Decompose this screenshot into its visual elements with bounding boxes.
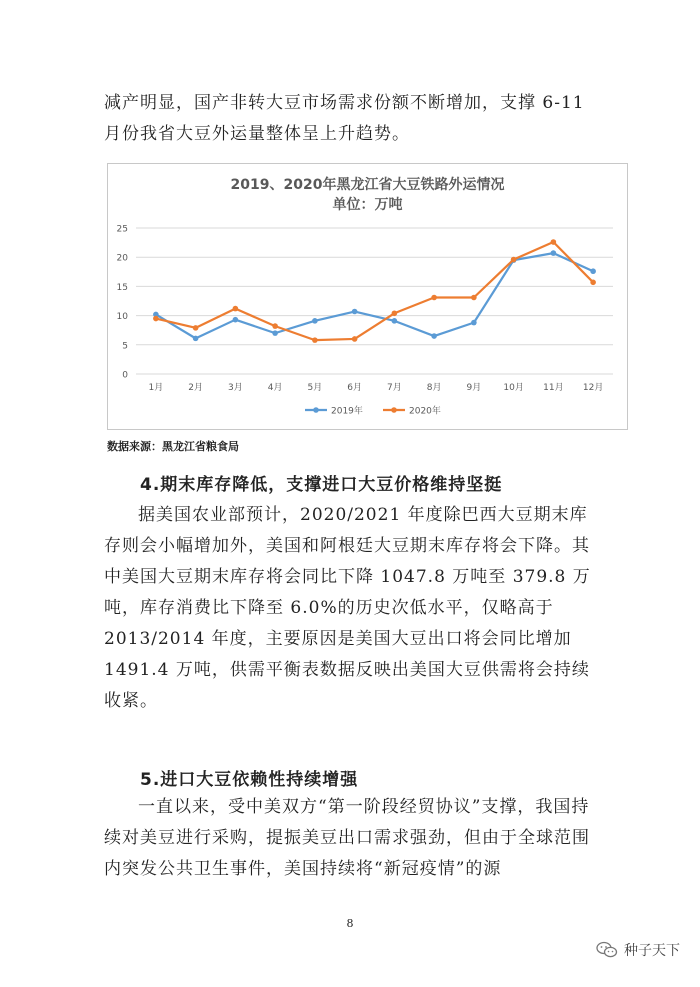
x-tick-label: 4月 [267, 383, 283, 393]
x-tick-label: 8月 [426, 383, 442, 393]
chart-subtitle: 单位：万吨 [332, 197, 403, 213]
data-point [431, 333, 437, 339]
paragraph-section-5: 一直以来，受中美双方“第一阶段经贸协议”支撑，我国持续对美豆进行采购，提振美豆出口需求强劲，但由于全球范围内突发公共卫生事件，美国持续将“新冠疫情”的源 [104, 797, 590, 879]
watermark-text: 种子天下 [624, 943, 680, 959]
data-point [511, 257, 517, 263]
data-point [272, 330, 278, 336]
x-tick-label: 11月 [543, 383, 564, 393]
chart-title: 2019、2020年黑龙江省大豆铁路外运情况 [230, 177, 505, 193]
x-tick-label: 12月 [582, 383, 604, 393]
data-point [352, 309, 358, 315]
data-point [590, 280, 596, 286]
x-tick-label: 2月 [188, 383, 203, 393]
chart-container [107, 163, 628, 430]
paragraph-intro: 减产明显，国产非转大豆市场需求份额不断增加，支撑 6-11 月份我省大豆外运量整体呈上升趋势。 [104, 93, 585, 144]
paragraph-section-4: 据美国农业部预计，2020/2021 年度除巴西大豆期末库存则会小幅增加外，美国和阿根廷大豆期末库存将会下降。其中美国大豆期末库存将会同比下降 1047.8 万吨至 379.8 万吨，库存消费比下降至 6.0%的历史次低水平，仅略高于 2013/2014 年度，主要原因是美国大豆出口将会同比增加 1491.4 万吨，供需平衡表数据反映出美国大豆供需将会持续收紧。 [104, 505, 591, 711]
data-point [312, 318, 318, 324]
page-number: 8 [346, 917, 354, 930]
data-point [471, 320, 477, 326]
data-point [193, 336, 199, 342]
data-point [352, 336, 358, 342]
x-tick-label: 6月 [347, 383, 362, 393]
x-tick-label: 9月 [466, 383, 482, 393]
data-point [431, 295, 437, 301]
y-tick-label: 25 [116, 224, 128, 235]
legend-marker [391, 407, 397, 413]
y-tick-label: 10 [116, 312, 128, 323]
x-tick-label: 3月 [228, 383, 243, 393]
y-tick-label: 15 [116, 282, 128, 293]
legend-label: 2019年 [331, 406, 363, 417]
y-tick-label: 0 [122, 370, 128, 381]
x-tick-label: 1月 [148, 383, 164, 393]
legend-label: 2020年 [409, 406, 441, 417]
data-point [392, 310, 398, 316]
data-point [312, 337, 318, 343]
data-point [471, 295, 477, 301]
y-tick-label: 20 [116, 253, 128, 264]
data-point [551, 250, 557, 256]
data-source-note: 数据来源：黑龙江省粮食局 [107, 440, 239, 453]
x-tick-label: 5月 [307, 383, 323, 393]
data-point [590, 268, 596, 274]
wechat-icon [596, 941, 618, 959]
data-point [193, 325, 199, 331]
data-point [272, 323, 278, 329]
watermark [596, 940, 680, 960]
data-point [153, 316, 159, 322]
data-point [233, 306, 239, 312]
data-point [551, 239, 557, 245]
section-heading-4: 4.期末库存降低，支撑进口大豆价格维持坚挺 [140, 475, 503, 495]
data-point [233, 317, 239, 323]
x-tick-label: 10月 [503, 383, 524, 393]
line-chart [108, 164, 627, 429]
y-tick-label: 5 [122, 341, 128, 352]
x-tick-label: 7月 [387, 383, 402, 393]
section-heading-5: 5.进口大豆依赖性持续增强 [140, 770, 359, 790]
legend-marker [313, 407, 319, 413]
data-point [392, 318, 398, 324]
